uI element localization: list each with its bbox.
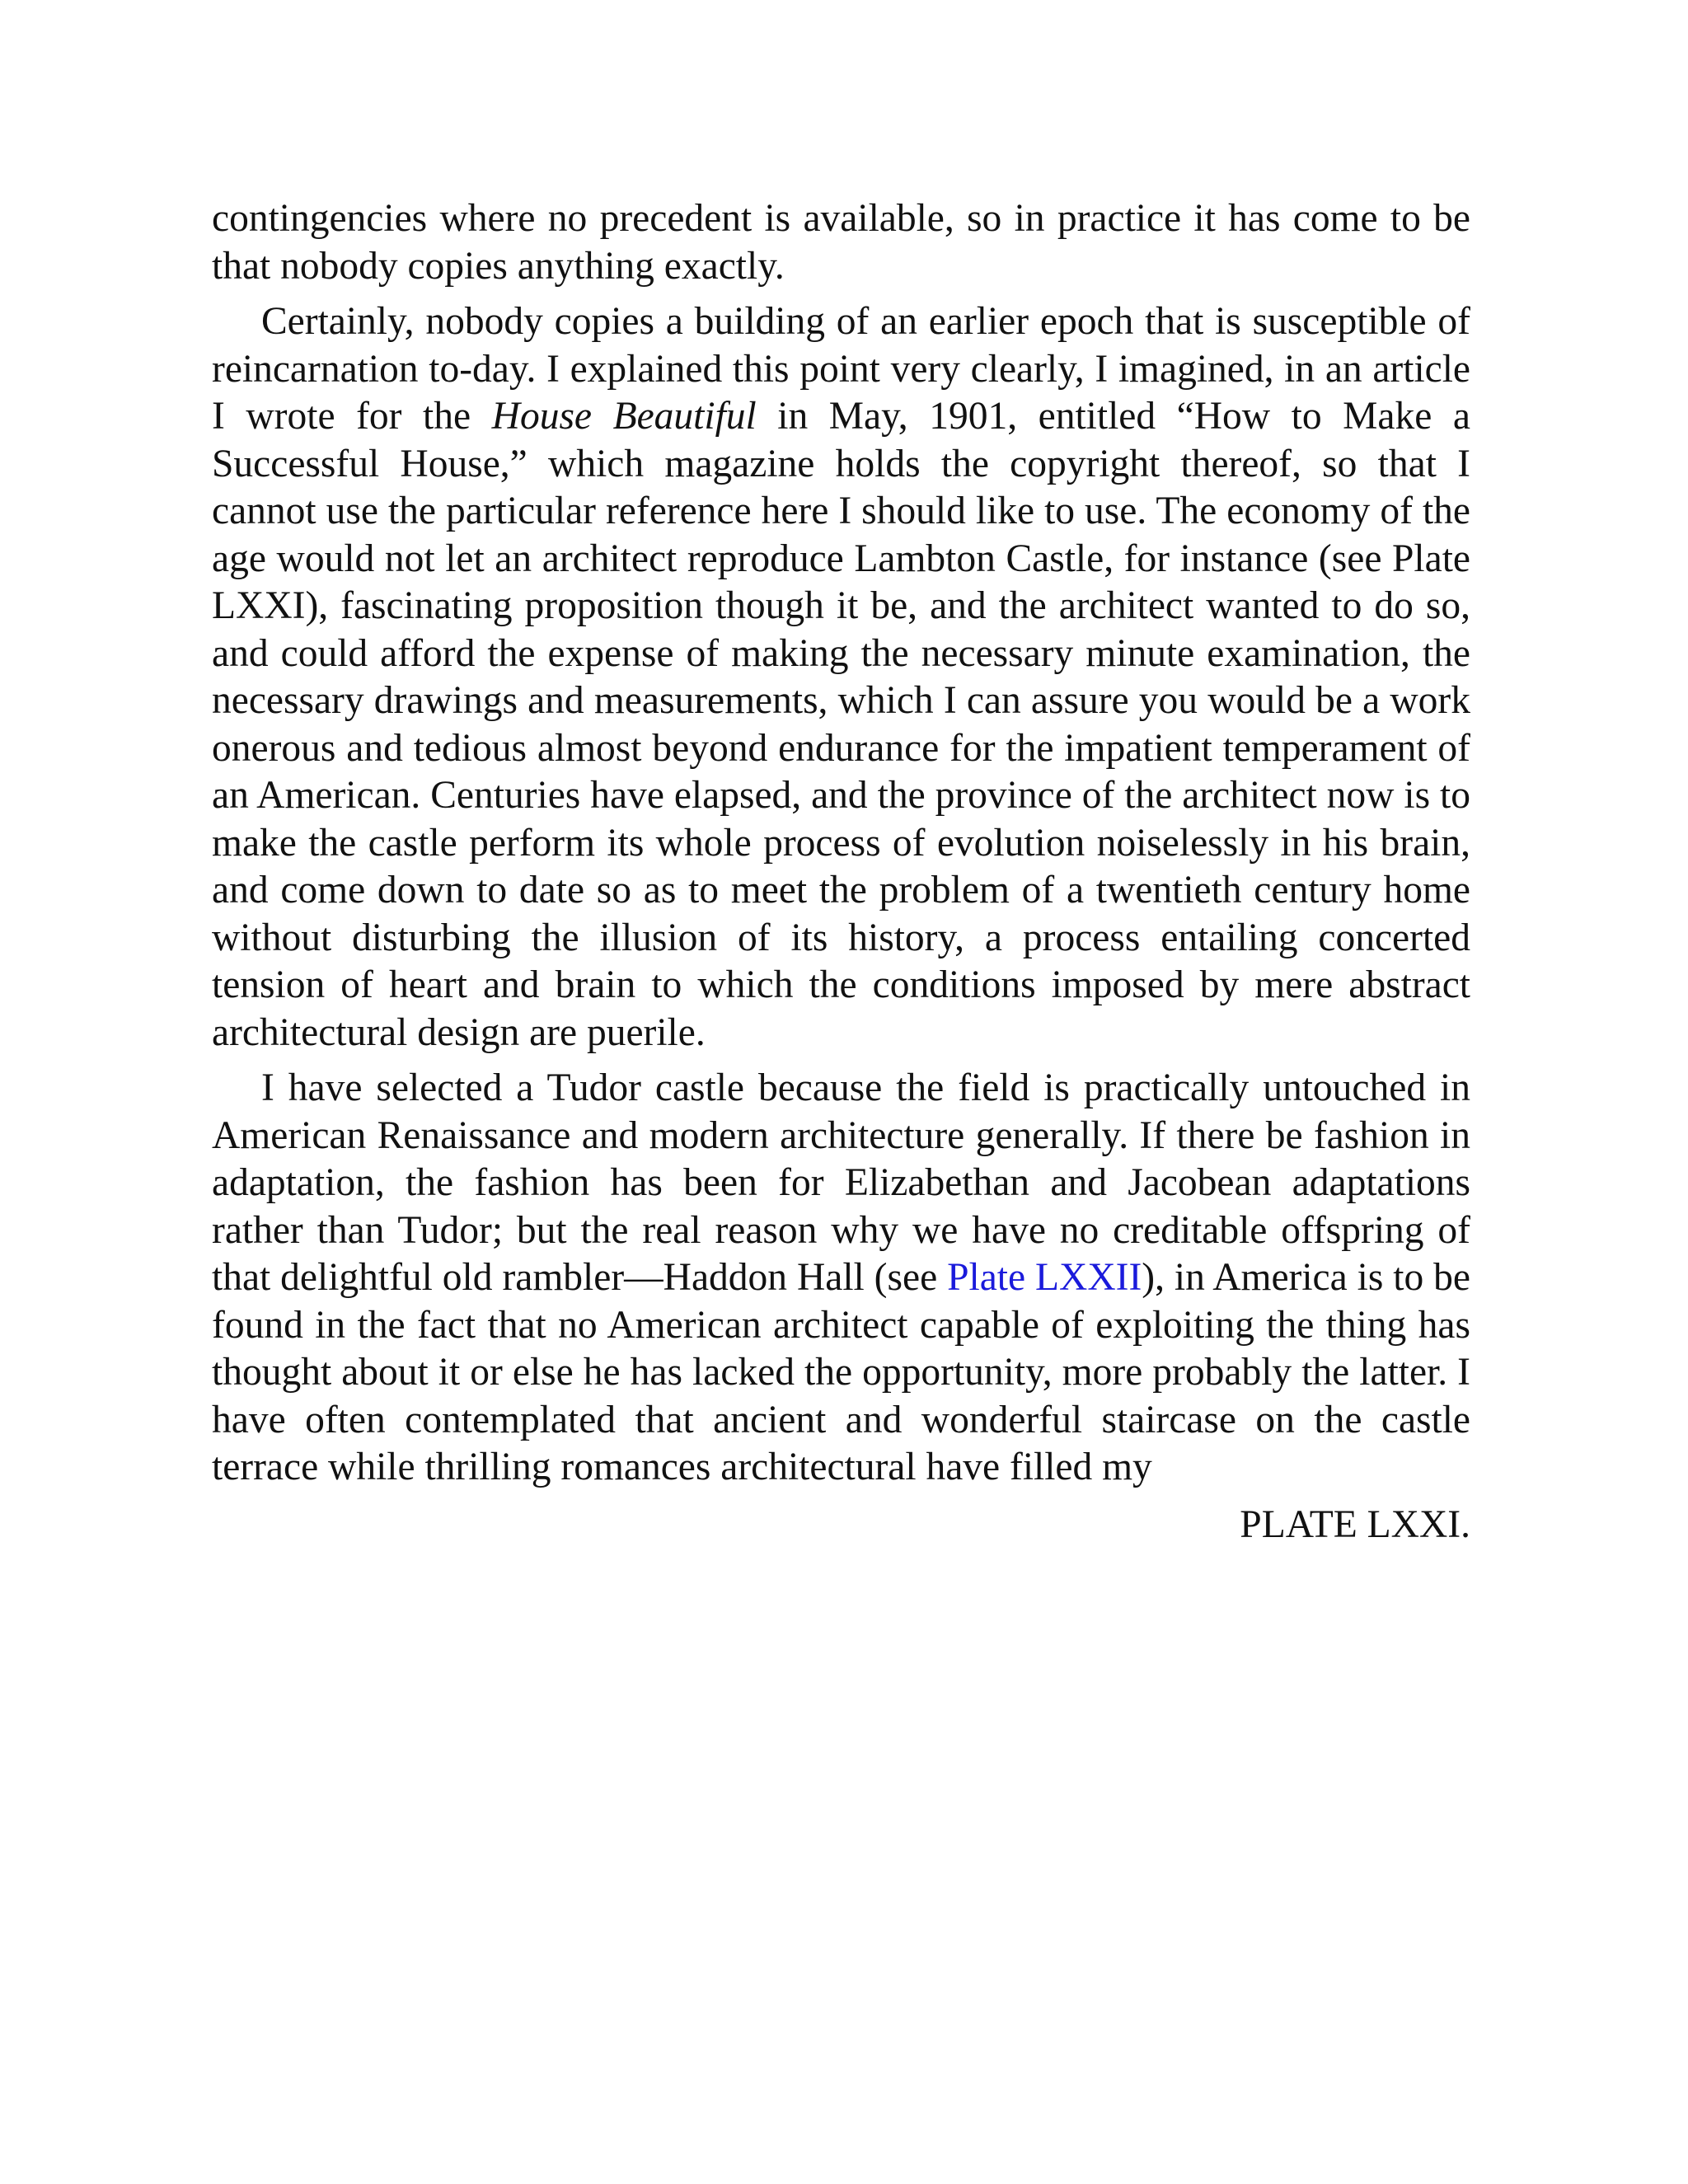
paragraph-3-text-start: I have selected a Tudor castle because the field is practically untouched in American Renaissance and modern architecture generally. If there be fashion in adaptation, the fashion has been for Elizabethan and Jacobean adaptations rather than Tudor; but the real reason why we have no creditable offspring of that delightful old rambler—Haddon Hall (see (212, 1066, 1470, 1299)
paragraph-3 (212, 1065, 1470, 1492)
paragraph-1 (212, 195, 1470, 290)
document-page (212, 195, 1470, 1549)
paragraph-2-text-start: Certainly, nobody copies a building of an earlier epoch that is susceptible of reincarnation to-day. I explained this point very clearly, I imagined, in an article I wrote for the (212, 300, 1470, 438)
magazine-title: House Beautiful (491, 395, 757, 438)
plate-caption: PLATE LXXI. (1240, 1502, 1470, 1546)
paragraph-2 (212, 298, 1470, 1057)
paragraph-2-text-end: in May, 1901, entitled “How to Make a Successful House,” which magazine holds the copyright thereof, so that I cannot use the particular reference here I should like to use. The economy of the age would not let an architect reproduce Lambton Castle, for instance (see Plate LXXI), fascinating proposition though it be, and the architect wanted to do so, and could afford the expense of making the necessary minute examination, the necessary drawings and measurements, which I can assure you would be a work onerous and tedious almost beyond endurance for the impatient temperament of an American. Centuries have elapsed, and the province of the architect now is to make the castle perform its whole process of evolution noiselessly in his brain, and come down to date so as to meet the problem of a twentieth century home without disturbing the illusion of its history, a process entailing concerted tension of heart and brain to which the conditions imposed by mere abstract architectural design are puerile. (212, 395, 1470, 1054)
plate-lxxii-link[interactable]: Plate LXXII (947, 1256, 1142, 1299)
paragraph-1-text: contingencies where no precedent is available, so in practice it has come to be that nobody copies anything exactly. (212, 197, 1470, 288)
paragraph-3-text-end: ), in America is to be found in the fact that no American architect capable of exploiting the thing has thought about it or else he has lacked the opportunity, more probably the latter. I have often contemplated that ancient and wonderful staircase on the castle terrace while thrilling romances architectural have filled my (212, 1256, 1471, 1488)
